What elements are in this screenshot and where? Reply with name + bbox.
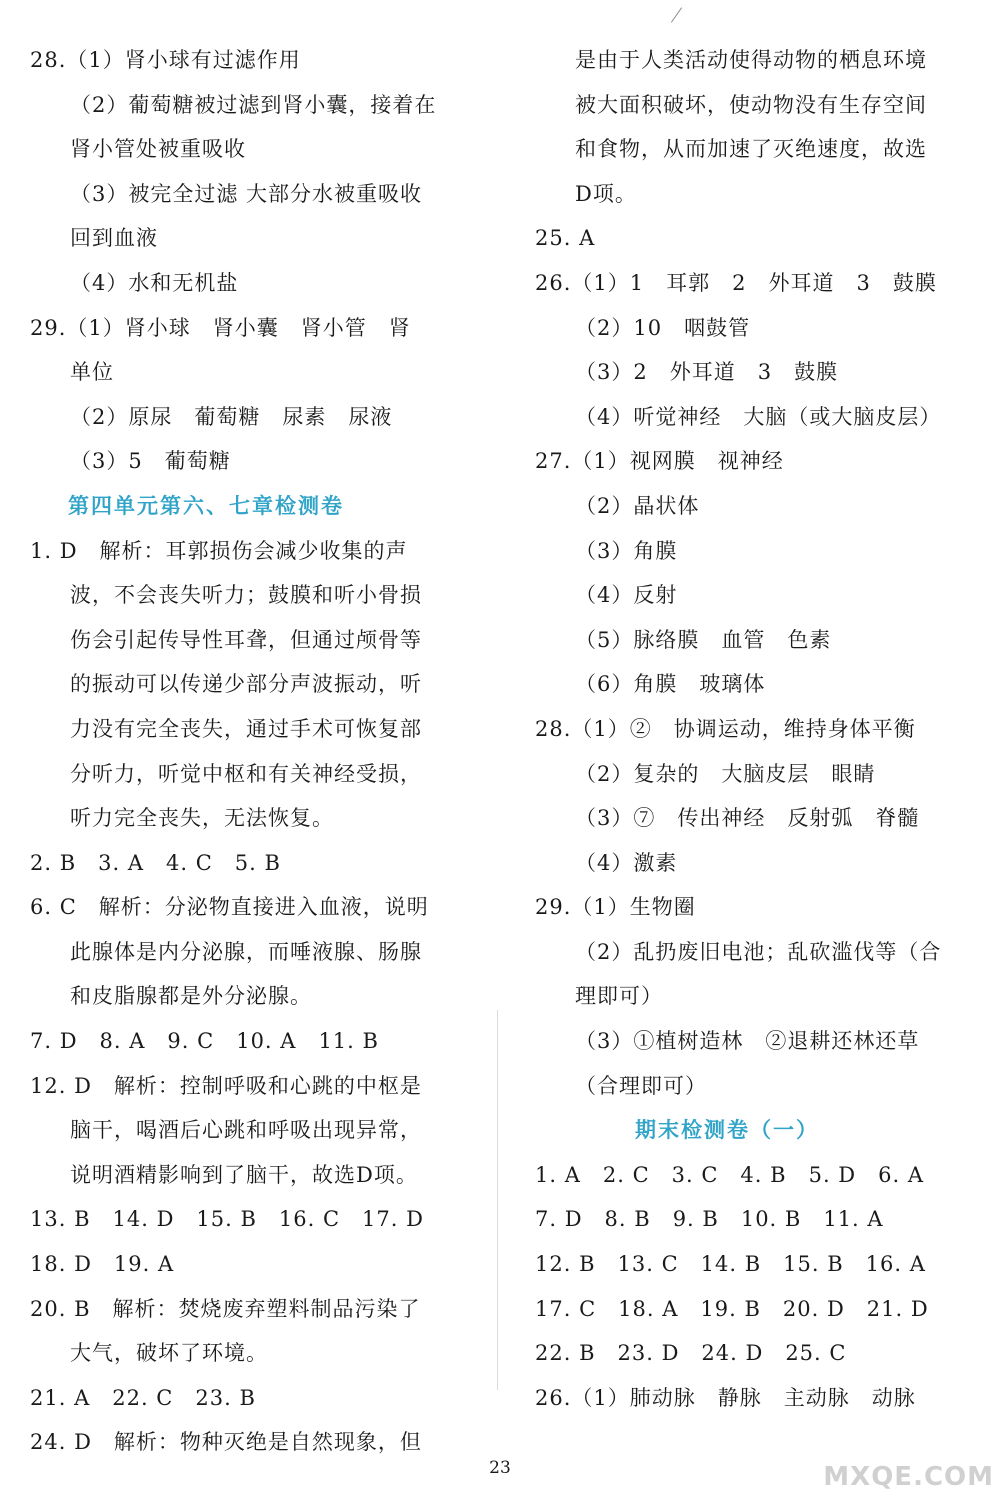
left-answer-line: 波，不会丧失听力；鼓膜和听小骨损	[70, 583, 422, 608]
left-answer-line: 29.（1）肾小球 肾小囊 肾小管 肾	[30, 315, 411, 340]
left-answer-line: 13. B 14. D 15. B 16. C 17. D	[30, 1207, 424, 1232]
left-answer-line: 力没有完全丧失，通过手术可恢复部	[70, 716, 422, 741]
right-answer-line: 27.（1）视网膜 视神经	[535, 449, 784, 474]
site-watermark: MXQE.COM	[823, 1462, 994, 1492]
left-answer-line: 28.（1）肾小球有过滤作用	[30, 48, 301, 72]
right-answer-line: （3）角膜	[575, 538, 678, 563]
left-answer-line: 7. D 8. A 9. C 10. A 11. B	[30, 1029, 379, 1054]
left-answer-line: 大气，破坏了环境。	[70, 1341, 268, 1366]
right-answer-line: 25. A	[535, 226, 596, 251]
right-answer-line: （3）⑦ 传出神经 反射弧 脊髓	[575, 806, 920, 831]
left-answer-line: （2）原尿 葡萄糖 尿素 尿液	[70, 404, 393, 429]
left-answer-line: 24. D 解析：物种灭绝是自然现象，但	[30, 1430, 422, 1455]
left-answer-line: 20. B 解析：焚烧废弃塑料制品污染了	[30, 1296, 421, 1321]
left-answer-line: 说明酒精影响到了脑干，故选D项。	[70, 1162, 418, 1187]
right-answer-line: 和食物，从而加速了灭绝速度，故选	[575, 137, 927, 162]
left-answer-line: 21. A 22. C 23. B	[30, 1385, 256, 1410]
right-answer-line: （6）角膜 玻璃体	[575, 672, 766, 697]
left-answer-line: 6. C 解析：分泌物直接进入血液，说明	[30, 895, 429, 920]
section-heading: 第四单元第六、七章检测卷	[68, 492, 344, 518]
right-column	[535, 38, 975, 1420]
right-answer-line: 17. C 18. A 19. B 20. D 21. D	[535, 1296, 929, 1321]
right-answer-line: （3）2 外耳道 3 鼓膜	[575, 360, 839, 385]
left-answer-line: （3）被完全过滤 大部分水被重吸收	[70, 181, 423, 206]
left-answer-line: 伤会引起传导性耳聋，但通过颅骨等	[70, 627, 422, 652]
left-answer-line: （4）水和无机盐	[70, 270, 239, 295]
right-answer-line: D项。	[575, 181, 637, 206]
right-answer-line: （4）听觉神经 大脑（或大脑皮层）	[575, 404, 942, 429]
left-answer-line: （2）葡萄糖被过滤到肾小囊，接着在	[70, 92, 437, 117]
right-answer-line: （3）①植树造林 ②退耕还林还草	[575, 1029, 920, 1054]
right-answer-line: （2）复杂的 大脑皮层 眼睛	[575, 761, 876, 786]
page-number: 23	[489, 1458, 511, 1478]
left-answer-line: 听力完全丧失，无法恢复。	[70, 806, 334, 831]
left-answer-line: 此腺体是内分泌腺，而唾液腺、肠腺	[70, 939, 422, 964]
right-answer-line: 26.（1）1 耳郭 2 外耳道 3 鼓膜	[535, 270, 937, 295]
right-answer-line: 7. D 8. B 9. B 10. B 11. A	[535, 1207, 884, 1232]
margin-tick-mark	[671, 7, 682, 22]
left-answer-line: （3）5 葡萄糖	[70, 449, 231, 474]
right-answer-line: 被大面积破坏，使动物没有生存空间	[575, 92, 927, 117]
right-answer-line: 29.（1）生物圈	[535, 895, 696, 920]
left-answer-line: 肾小管处被重吸收	[70, 137, 246, 162]
right-answer-line: （5）脉络膜 血管 色素	[575, 627, 832, 652]
right-answer-line: 22. B 23. D 24. D 25. C	[535, 1341, 847, 1366]
right-answer-line: 是由于人类活动使得动物的栖息环境	[575, 48, 927, 72]
section-heading: 期末检测卷（一）	[635, 1117, 819, 1143]
left-answer-line: 12. D 解析：控制呼吸和心跳的中枢是	[30, 1073, 422, 1098]
left-answer-line: 分听力，听觉中枢和有关神经受损，	[70, 761, 422, 786]
right-answer-line: 28.（1）② 协调运动，维持身体平衡	[535, 716, 916, 741]
left-answer-line: 18. D 19. A	[30, 1252, 175, 1277]
right-answer-line: （4）反射	[575, 583, 678, 608]
right-answer-line: （2）10 咽鼓管	[575, 315, 751, 340]
left-answer-line: 和皮脂腺都是外分泌腺。	[70, 984, 312, 1009]
right-answer-line: （4）激素	[575, 850, 678, 875]
left-answer-line: 单位	[70, 360, 114, 385]
right-answer-line: 26.（1）肺动脉 静脉 主动脉 动脉	[535, 1385, 916, 1410]
left-column	[30, 38, 470, 1465]
left-answer-line: 脑干，喝酒后心跳和呼吸出现异常，	[70, 1118, 422, 1143]
left-answer-line: 的振动可以传递少部分声波振动，听	[70, 672, 422, 697]
left-answer-line: 回到血液	[70, 226, 158, 251]
column-divider	[497, 1010, 498, 1390]
right-answer-line: （2）乱扔废旧电池；乱砍滥伐等（合	[575, 939, 942, 964]
left-answer-line: 1. D 解析：耳郭损伤会减少收集的声	[30, 538, 408, 563]
right-answer-line: （2）晶状体	[575, 493, 700, 518]
right-answer-line: 理即可）	[575, 984, 663, 1009]
right-answer-line: 12. B 13. C 14. B 15. B 16. A	[535, 1252, 926, 1277]
right-answer-line: （合理即可）	[575, 1073, 707, 1098]
left-answer-line: 2. B 3. A 4. C 5. B	[30, 850, 281, 875]
right-answer-line: 1. A 2. C 3. C 4. B 5. D 6. A	[535, 1162, 925, 1187]
